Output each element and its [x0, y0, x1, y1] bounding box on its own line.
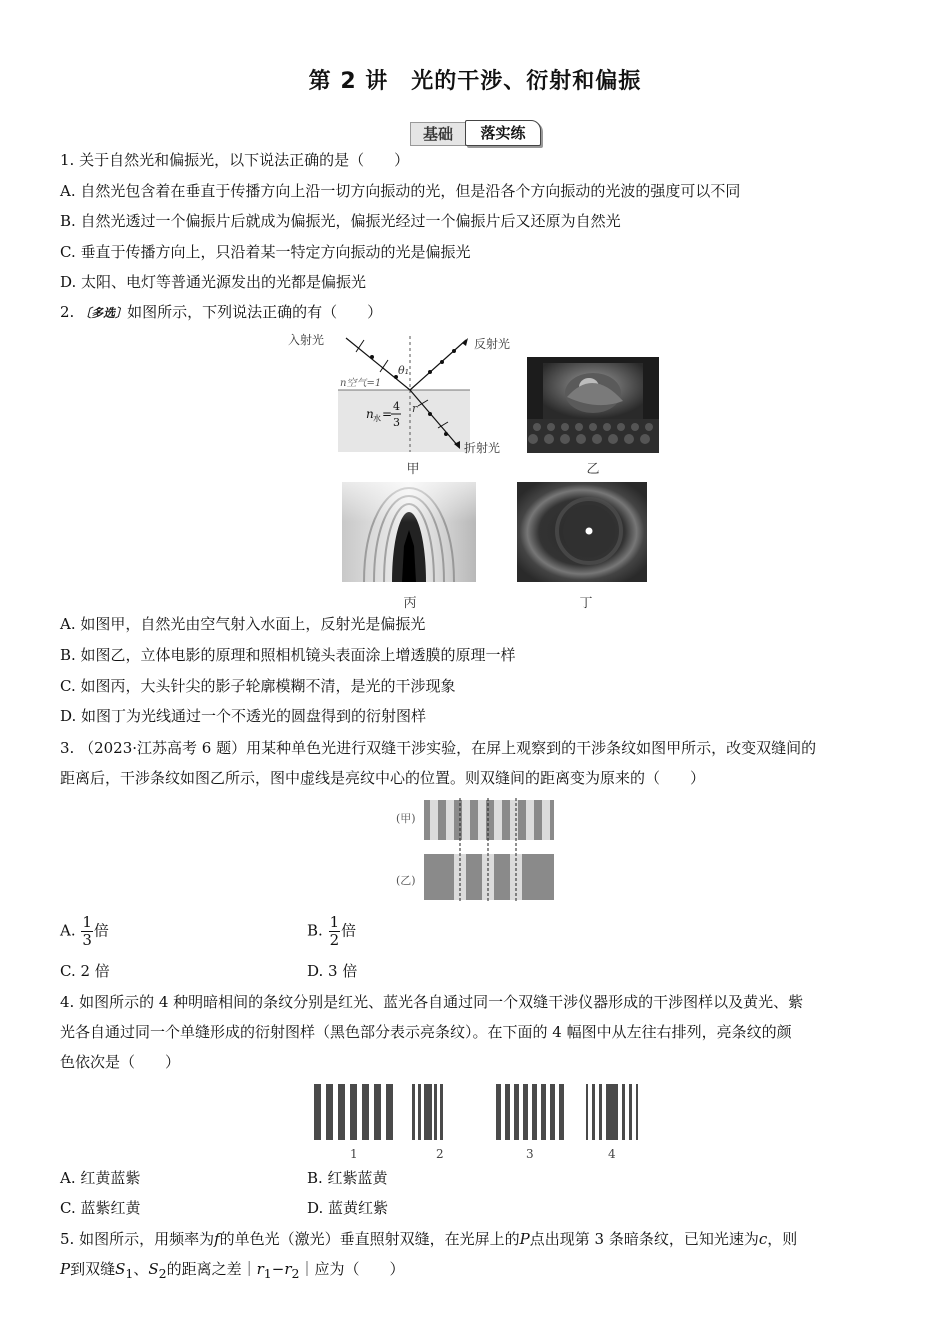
- q4-stem-line-2: 光各自通过同一个单缝形成的衍射图样（黑色部分表示亮条纹）。在下面的 4 幅图中从左往右排列，亮条纹的颜: [60, 1023, 792, 1041]
- n-water-denominator: 3: [393, 416, 400, 429]
- q4-stem-line-3: 色依次是（ ）: [60, 1053, 181, 1071]
- q3-option-d: D. 3 倍: [307, 962, 358, 980]
- stripe-pattern-2: [412, 1084, 443, 1140]
- q1-stem: 1. 关于自然光和偏振光，以下说法正确的是（ ）: [60, 151, 410, 169]
- badge-left: 基础: [410, 122, 466, 146]
- stripe-label-1: 1: [350, 1147, 358, 1161]
- figure-bing-pin-shadow: [342, 482, 476, 582]
- badge-right: 落实练: [465, 120, 541, 146]
- stripe-pattern-1: [314, 1084, 393, 1140]
- n-water-numerator: 4: [393, 400, 400, 413]
- q1-option-c: C. 垂直于传播方向上，只沿着某一特定方向振动的光是偏振光: [60, 243, 471, 261]
- q4-stem-line-1: 4. 如图所示的 4 种明暗相间的条纹分别是红光、蓝光各自通过同一个双缝干涉仪器形成的干涉图样以及黄光、紫: [60, 993, 804, 1011]
- figure-q3-fringe-patterns: [392, 796, 558, 902]
- q1-option-a: A. 自然光包含着在垂直于传播方向上沿一切方向振动的光，但是沿各个方向振动的光波的强度可以不同: [60, 182, 741, 200]
- q1-option-d: D. 太阳、电灯等普通光源发出的光都是偏振光: [60, 273, 367, 291]
- figure-jia-reflection-diagram: [284, 332, 520, 460]
- fringe-pattern-jia: [424, 800, 554, 840]
- caption-bing: 丙: [403, 596, 417, 611]
- q3-option-a: A. $\frac{1}{3}$ 倍: [60, 913, 109, 949]
- q3-stem-line-2: 距离后，干涉条纹如图乙所示，图中虚线是亮纹中心的位置。则双缝间的距离变为原来的（ ）: [60, 769, 706, 787]
- caption-jia: 甲: [406, 462, 420, 477]
- refracted-label: 折射光: [464, 441, 501, 455]
- q4-option-a: A. 红黄蓝紫: [60, 1169, 141, 1187]
- q4-option-d: D. 蓝黄红紫: [307, 1199, 389, 1217]
- q3-stem-line-1: 3. （2023·江苏高考 6 题）用某种单色光进行双缝干涉实验，在屏上观察到的干涉条纹如图甲所示，改变双缝间的: [60, 739, 817, 757]
- stripe-pattern-4: [586, 1084, 638, 1140]
- reflected-ray: [410, 340, 466, 390]
- q3-b-fraction: $\frac{1}{2}$: [329, 913, 340, 949]
- figure-ding-disc-diffraction: [517, 482, 647, 582]
- q2-option-d: D. 如图丁为光线通过一个不透光的圆盘得到的衍射图样: [60, 707, 427, 725]
- fringe-jia-label: (甲): [396, 812, 416, 825]
- caption-yi: 乙: [586, 462, 600, 477]
- q2-number: 2.: [60, 303, 80, 321]
- q5-stem-line-1: 5. 如图所示，用频率为f的单色光（激光）垂直照射双缝，在光屏上的P点出现第 3 条暗条纹，已知光速为c，则: [60, 1230, 798, 1248]
- q2-stem: [60, 302, 382, 323]
- q3-option-c: C. 2 倍: [60, 962, 110, 980]
- n-water-equals: =: [382, 407, 393, 421]
- figure-q4-four-stripe-patterns: [310, 1082, 644, 1164]
- r-label: r: [412, 402, 418, 415]
- q3-option-b: B. $\frac{1}{2}$ 倍: [307, 913, 357, 949]
- multi-select-tag: 〔多选〕: [79, 306, 128, 320]
- water-region: [338, 390, 470, 452]
- figure-yi-cinema-photo: [527, 357, 659, 453]
- fringe-pattern-yi: [424, 854, 554, 900]
- n-air-label: n空气=1: [340, 378, 382, 389]
- stripe-label-3: 3: [526, 1147, 534, 1161]
- q5-stem-line-2: P到双缝$S_1$、$S_2$的距离之差$|r_1-r_2|$应为（ ）: [60, 1260, 405, 1281]
- theta-label: θ₁: [398, 364, 410, 377]
- page-title: 第 2 讲 光的干涉、衍射和偏振: [308, 69, 642, 94]
- q2-option-c: C. 如图丙，大头针尖的影子轮廓模糊不清，是光的干涉现象: [60, 677, 456, 695]
- n-water-letter: n: [366, 407, 374, 421]
- n-water-subscript: 水: [373, 414, 381, 423]
- section-badge: [410, 118, 544, 146]
- q2-option-a: A. 如图甲，自然光由空气射入水面上，反射光是偏振光: [60, 615, 426, 633]
- stripe-pattern-3: [496, 1084, 564, 1140]
- q3-a-fraction: $\frac{1}{3}$: [82, 913, 92, 949]
- q4-option-c: C. 蓝紫红黄: [60, 1199, 141, 1217]
- q4-option-b: B. 红紫蓝黄: [307, 1169, 388, 1187]
- stripe-label-4: 4: [608, 1147, 616, 1161]
- q2-stem-text: 如图所示，下列说法正确的有（ ）: [127, 303, 383, 321]
- q1-option-b: B. 自然光透过一个偏振片后就成为偏振光，偏振光经过一个偏振片后又还原为自然光: [60, 212, 621, 230]
- caption-ding: 丁: [579, 596, 593, 611]
- stripe-label-2: 2: [436, 1147, 444, 1161]
- poisson-bright-spot: [586, 528, 593, 535]
- reflected-label: 反射光: [474, 337, 511, 351]
- incident-label: 入射光: [288, 333, 325, 347]
- fringe-yi-label: (乙): [396, 874, 416, 887]
- q2-option-b: B. 如图乙，立体电影的原理和照相机镜头表面涂上增透膜的原理一样: [60, 646, 516, 664]
